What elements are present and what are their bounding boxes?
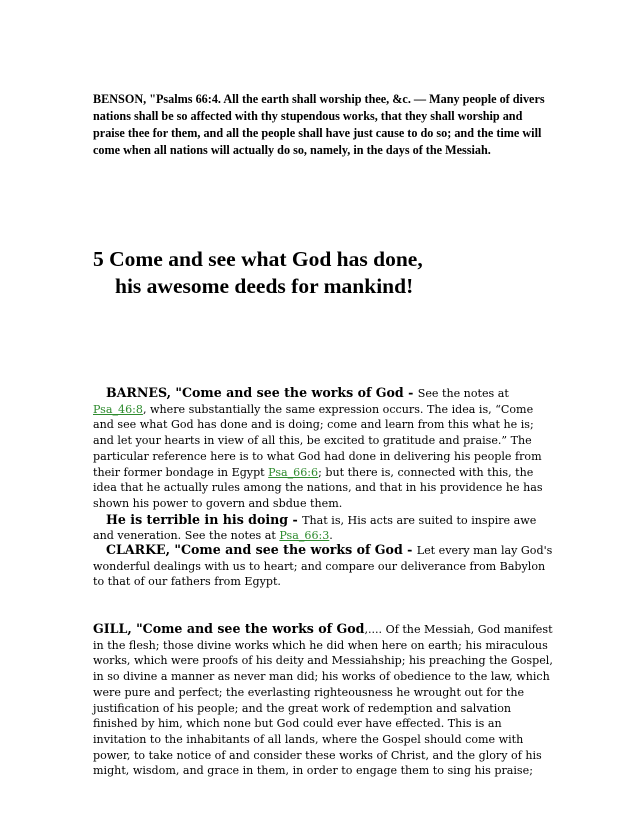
barnes-heading-2: He is terrible in his doing - <box>106 511 303 527</box>
barnes-text-5: . <box>329 529 333 543</box>
gill-heading: GILL, "Come and see the works of God <box>93 621 365 636</box>
barnes-text-1: See the notes at <box>417 387 509 400</box>
benson-commentary <box>93 91 553 159</box>
verse-line-2: his awesome deeds for mankind! <box>115 274 414 298</box>
clarke-text: Let every man lay God's wonderful dealings with us to heart; and compare our deliverance from Babylon to that of our fathers from Egypt. <box>93 544 553 589</box>
barnes-heading: BARNES, "Come and see the works of God - <box>106 385 418 400</box>
verse-heading <box>93 246 553 300</box>
clarke-heading: CLARKE, "Come and see the works of God - <box>106 542 417 557</box>
benson-text: BENSON, "Psalms 66:4. All the earth shall worship thee, &c. — Many people of divers nations shall be so affected with thy stupendous works, that they shall worship and praise thee for them, and all the people shall have just cause to do so; and the time will come when all nations will actually do so, namely, in the days of the Messiah. <box>93 92 545 157</box>
verse-line-1: 5 Come and see what God has done, <box>93 247 423 271</box>
clarke-commentary <box>93 542 553 590</box>
barnes-paragraph-1 <box>93 385 553 512</box>
scripture-link-psa-66-6[interactable]: Psa_66:6 <box>268 465 319 479</box>
barnes-paragraph-2 <box>93 512 553 544</box>
gill-text: ,.... Of the Messiah, God manifest in the flesh; those divine works which he did when here on earth; his miraculous works, which were proofs of his deity and Messiahship; his preaching the Gospel, in so divine a manner as never man did; his works of obedience to the law, which were pure and perfect; the everlasting righteousness he wrought out for the justification of his people; and the great work of redemption and salvation finished by him, which none but God could ever have effected. This is an invitation to the inhabitants of all lands, where the Gospel should come with power, to take notice of and consider these works of Christ, and the glory of his might, wisdom, and grace in them, in order to engage them to sing his praise; <box>93 623 553 778</box>
barnes-text-3: ; but there is, connected with this, the idea that he actually rules among the nations, and that in his providence he has shown his power to govern and sbdue them. <box>93 465 543 510</box>
barnes-text-2: , where substantially the same expression occurs. The idea is, “Come and see what God has done and is doing; come and learn from this what he is; and let your hearts in view of all this, be excited to gratitude and praise.” The particular reference here is to what God had done in delivering his people from their former bondage in Egypt <box>93 402 542 479</box>
scripture-link-psa-66-3[interactable]: Psa_66:3 <box>279 529 330 543</box>
barnes-text-4: That is, His acts are suited to inspire awe and veneration. See the notes at <box>93 513 537 543</box>
scripture-link-psa-46-8[interactable]: Psa_46:8 <box>93 402 143 416</box>
gill-commentary <box>93 621 553 779</box>
barnes-commentary <box>93 385 553 544</box>
